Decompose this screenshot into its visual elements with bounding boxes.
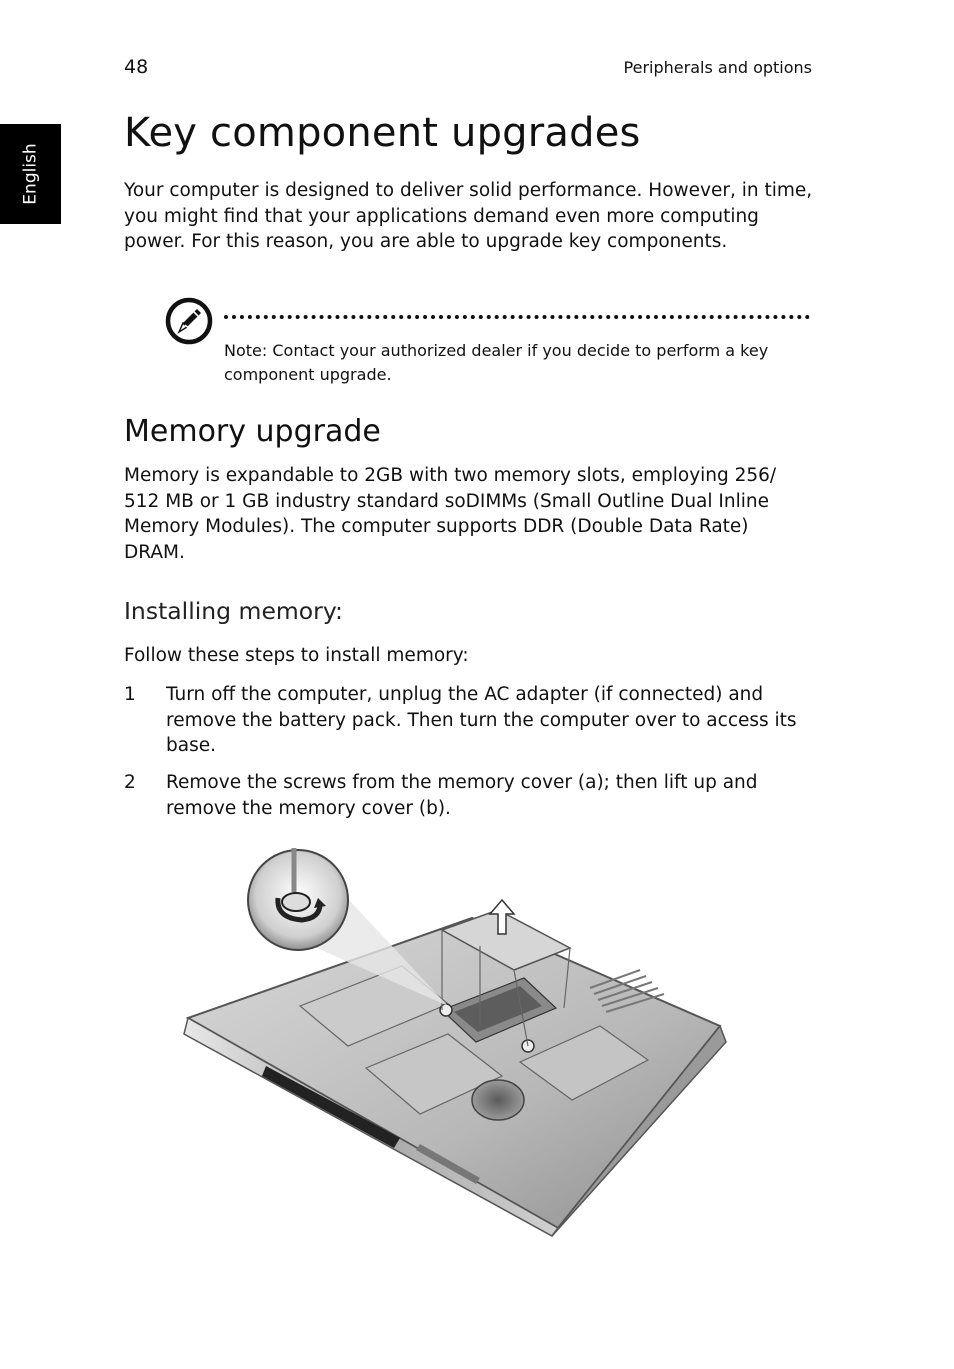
language-tab bbox=[0, 124, 61, 224]
page-title: Key component upgrades bbox=[124, 110, 641, 156]
page-number: 48 bbox=[124, 56, 149, 78]
step-number: 1 bbox=[124, 684, 136, 705]
laptop-base-memory-cover-illustration bbox=[180, 838, 740, 1242]
steps-lead: Follow these steps to install memory: bbox=[124, 645, 469, 666]
step-text: Turn off the computer, unplug the AC adapter (if connected) and remove the battery pack. Then turn the computer over to access its base. bbox=[166, 684, 797, 756]
memory-paragraph: Memory is expandable to 2GB with two memory slots, employing 256/ 512 MB or 1 GB industry standard soDIMMs (Small Outline Dual Inline Memory Modules). The computer supports DDR (Double Data Rate) DRAM. bbox=[124, 465, 777, 563]
subsection-heading-installing: Installing memory: bbox=[124, 597, 343, 625]
intro-paragraph: Your computer is designed to deliver solid performance. However, in time, you might find that your applications demand even more computing power. For this reason, you are able to upgrade key components. bbox=[124, 180, 813, 252]
section-heading-memory: Memory upgrade bbox=[124, 414, 381, 449]
language-tab-label: English bbox=[20, 143, 41, 205]
note-text: Note: Contact your authorized dealer if you decide to perform a key component upgrade. bbox=[224, 341, 769, 384]
note-divider bbox=[224, 315, 810, 319]
pencil-note-icon bbox=[164, 296, 214, 350]
step-number: 2 bbox=[124, 772, 136, 793]
step-text: Remove the screws from the memory cover (a); then lift up and remove the memory cover (b). bbox=[166, 772, 758, 819]
running-header: Peripherals and options bbox=[623, 58, 812, 77]
